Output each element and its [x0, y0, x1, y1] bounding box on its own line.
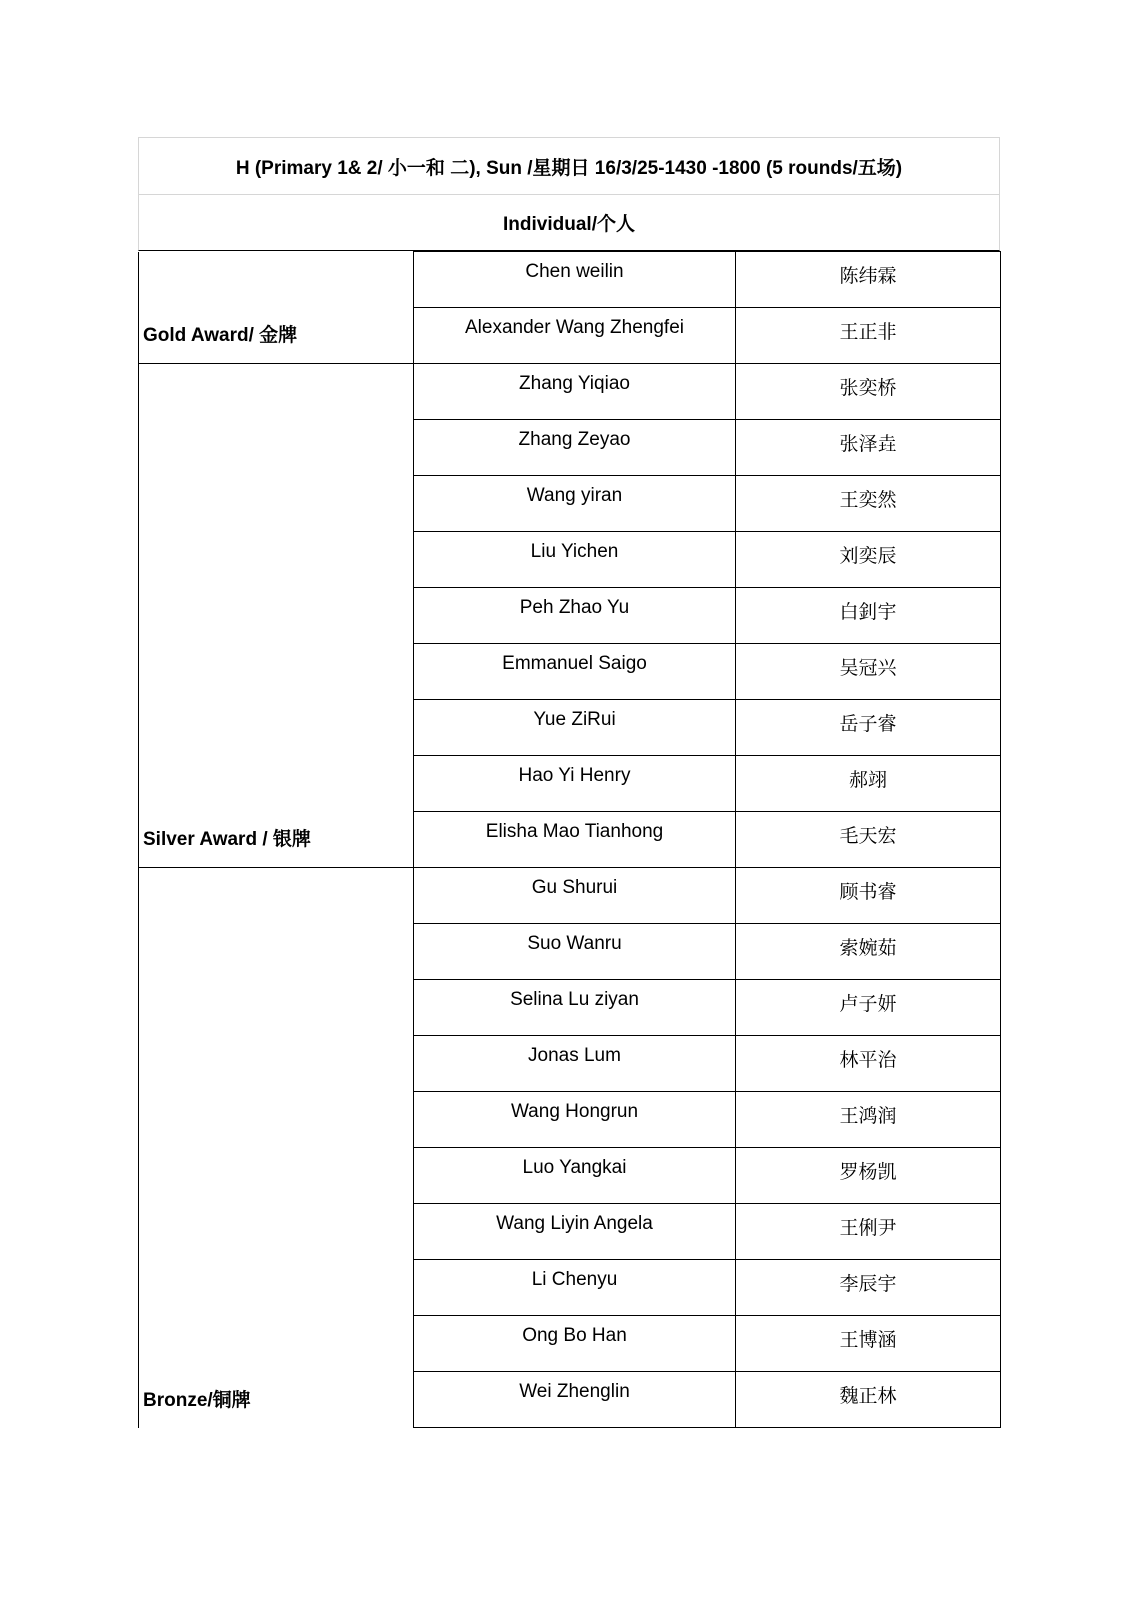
english-name: Hao Yi Henry — [414, 756, 736, 812]
chinese-name: 魏正林 — [736, 1372, 1001, 1428]
chinese-name: 刘奕辰 — [736, 532, 1001, 588]
table-row — [139, 868, 1001, 924]
chinese-name: 陈纬霖 — [736, 252, 1001, 308]
chinese-name: 罗杨凯 — [736, 1148, 1001, 1204]
chinese-name: 王博涵 — [736, 1316, 1001, 1372]
award-label: Bronze/铜牌 — [139, 868, 414, 1428]
awards-table — [138, 251, 1001, 1428]
english-name: Wang Hongrun — [414, 1092, 736, 1148]
english-name: Li Chenyu — [414, 1260, 736, 1316]
chinese-name: 张奕桥 — [736, 364, 1001, 420]
english-name: Zhang Zeyao — [414, 420, 736, 476]
english-name: Gu Shurui — [414, 868, 736, 924]
english-name: Ong Bo Han — [414, 1316, 736, 1372]
english-name: Elisha Mao Tianhong — [414, 812, 736, 868]
table-row — [139, 252, 1001, 308]
chinese-name: 王正非 — [736, 308, 1001, 364]
english-name: Yue ZiRui — [414, 700, 736, 756]
chinese-name: 索婉茹 — [736, 924, 1001, 980]
results-sheet — [138, 137, 1000, 1428]
english-name: Liu Yichen — [414, 532, 736, 588]
chinese-name: 郝翊 — [736, 756, 1001, 812]
chinese-name: 王鸿润 — [736, 1092, 1001, 1148]
chinese-name: 顾书睿 — [736, 868, 1001, 924]
chinese-name: 林平治 — [736, 1036, 1001, 1092]
table-row — [139, 364, 1001, 420]
chinese-name: 王俐尹 — [736, 1204, 1001, 1260]
english-name: Wei Zhenglin — [414, 1372, 736, 1428]
chinese-name: 岳子睿 — [736, 700, 1001, 756]
chinese-name: 白釗宇 — [736, 588, 1001, 644]
english-name: Selina Lu ziyan — [414, 980, 736, 1036]
award-label: Gold Award/ 金牌 — [139, 252, 414, 364]
english-name: Peh Zhao Yu — [414, 588, 736, 644]
english-name: Chen weilin — [414, 252, 736, 308]
english-name: Zhang Yiqiao — [414, 364, 736, 420]
award-label: Silver Award / 银牌 — [139, 364, 414, 868]
english-name: Emmanuel Saigo — [414, 644, 736, 700]
chinese-name: 王奕然 — [736, 476, 1001, 532]
english-name: Wang Liyin Angela — [414, 1204, 736, 1260]
category-subtitle: Individual/个人 — [138, 194, 1000, 251]
chinese-name: 张泽垚 — [736, 420, 1001, 476]
chinese-name: 吴冠兴 — [736, 644, 1001, 700]
english-name: Alexander Wang Zhengfei — [414, 308, 736, 364]
event-title: H (Primary 1& 2/ 小一和 二), Sun /星期日 16/3/25-1430 -1800 (5 rounds/五场) — [138, 137, 1000, 194]
chinese-name: 李辰宇 — [736, 1260, 1001, 1316]
chinese-name: 卢子妍 — [736, 980, 1001, 1036]
english-name: Luo Yangkai — [414, 1148, 736, 1204]
english-name: Wang yiran — [414, 476, 736, 532]
english-name: Suo Wanru — [414, 924, 736, 980]
english-name: Jonas Lum — [414, 1036, 736, 1092]
chinese-name: 毛天宏 — [736, 812, 1001, 868]
